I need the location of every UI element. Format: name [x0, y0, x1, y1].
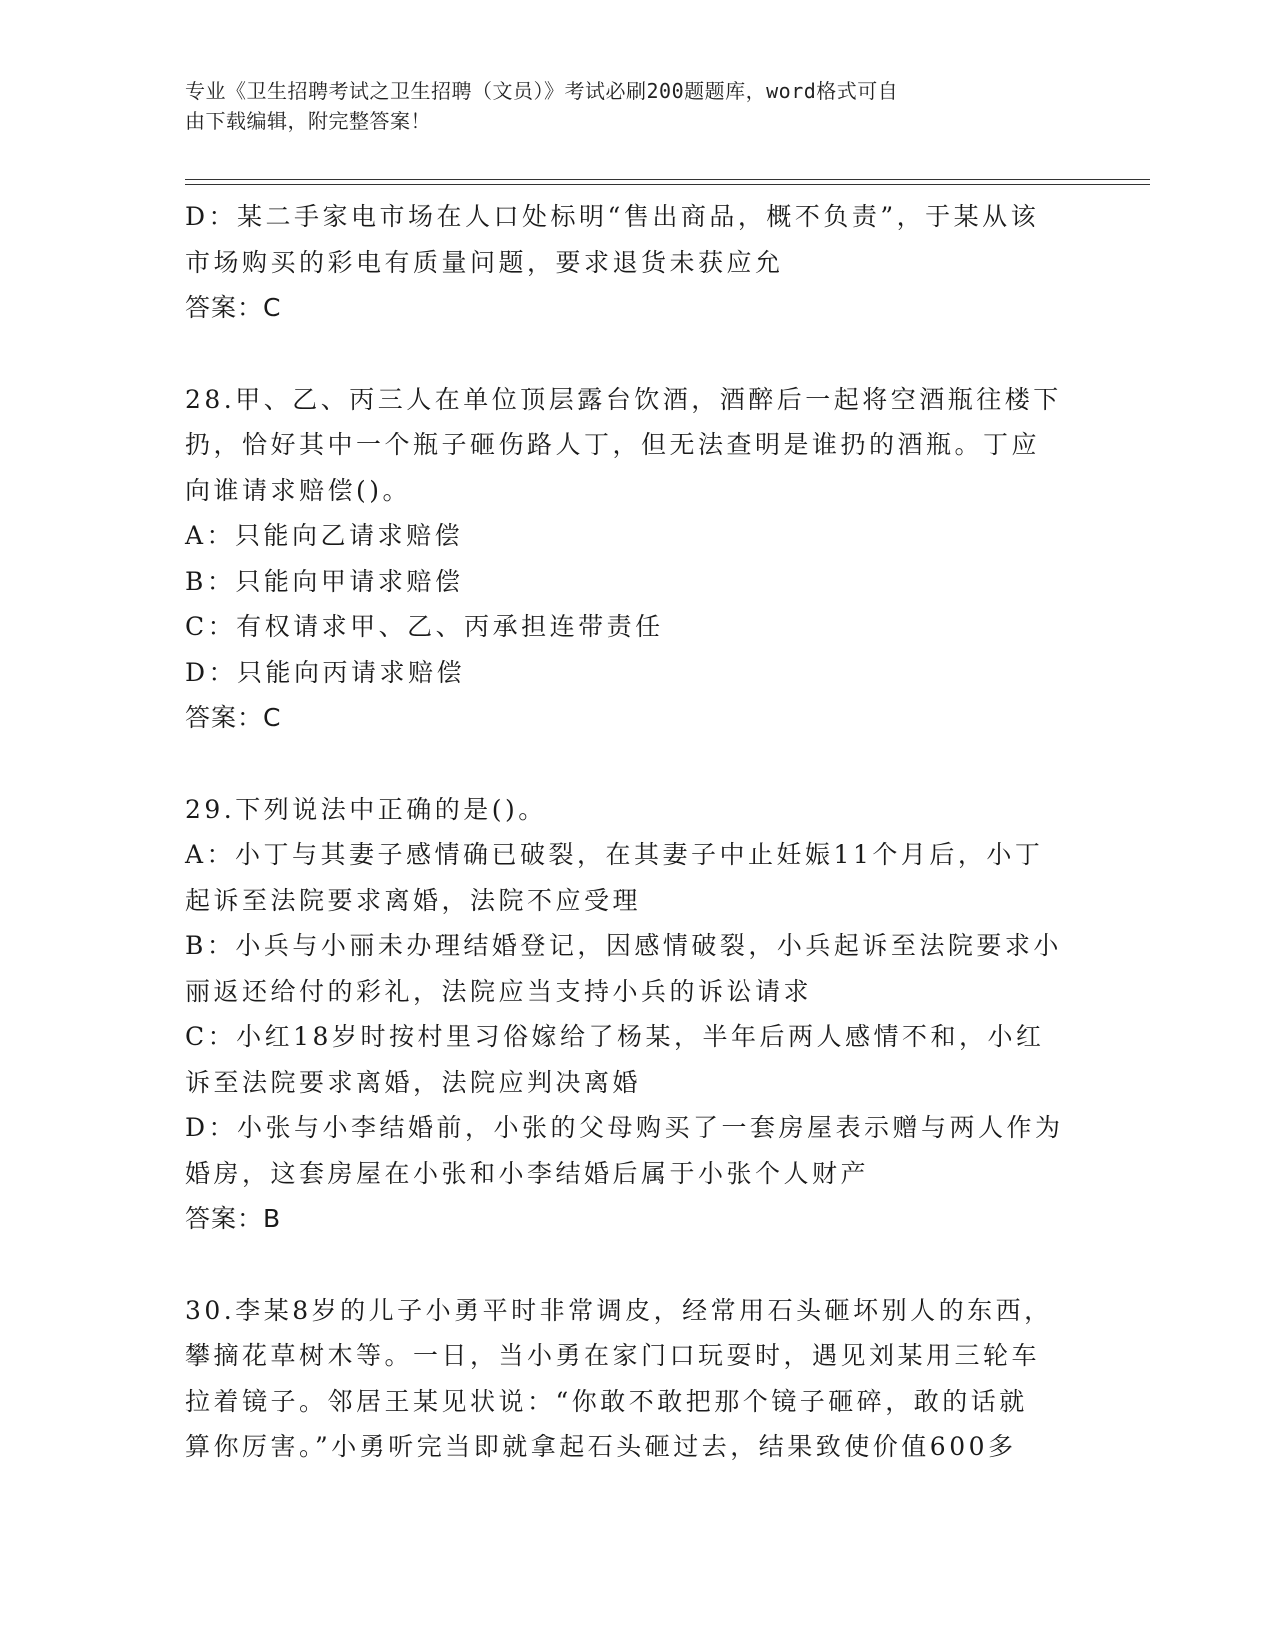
q28-option-b: B：只能向甲请求赔偿 — [185, 566, 464, 596]
q28-stem-line-2: 扔，恰好其中一个瓶子砸伤路人丁，但无法查明是谁扔的酒瓶。丁应 — [185, 430, 1041, 459]
header-divider-top — [185, 179, 1150, 180]
header-line-2: 由下载编辑，附完整答案！ — [185, 109, 431, 133]
question-29 — [185, 787, 1085, 1242]
q28-option-d: D：只能向丙请求赔偿 — [185, 657, 466, 687]
header-line-1: 专业《卫生招聘考试之卫生招聘（文员）》考试必刷200题题库，word格式可自 — [185, 79, 899, 103]
question-spacer — [185, 1242, 1085, 1288]
question-27-tail — [185, 194, 1085, 331]
q29-option-c-line-1: C：小红18岁时按村里习俗嫁给了杨某，半年后两人感情不和，小红 — [185, 1022, 1045, 1051]
question-30 — [185, 1288, 1085, 1470]
q29-option-c-line-2: 诉至法院要求离婚，法院应判决离婚 — [185, 1067, 642, 1097]
q28-stem-line-3: 向谁请求赔偿()。 — [185, 475, 412, 505]
q29-option-d-line-2: 婚房，这套房屋在小张和小李结婚后属于小张个人财产 — [185, 1158, 870, 1188]
q29-option-a-line-2: 起诉至法院要求离婚，法院不应受理 — [185, 885, 642, 915]
question-spacer — [185, 741, 1085, 787]
q29-option-a-line-1: A：小丁与其妻子感情确已破裂，在其妻子中止妊娠11个月后，小丁 — [185, 840, 1044, 869]
document-header — [185, 76, 1065, 136]
q29-option-b-line-1: B：小兵与小丽未办理结婚登记，因感情破裂，小兵起诉至法院要求小 — [185, 931, 1062, 960]
document-body — [185, 194, 1085, 1470]
q30-stem-line-2: 攀摘花草树木等。一日，当小勇在家门口玩耍时，遇见刘某用三轮车 — [185, 1341, 1041, 1370]
q29-option-b-line-2: 丽返还给付的彩礼，法院应当支持小兵的诉讼请求 — [185, 976, 813, 1006]
q29-stem: 29.下列说法中正确的是()。 — [185, 794, 547, 824]
q28-option-a: A：只能向乙请求赔偿 — [185, 521, 464, 550]
question-spacer — [185, 331, 1085, 377]
q28-option-c: C：有权请求甲、乙、丙承担连带责任 — [185, 612, 664, 641]
q30-stem-line-1: 30.李某8岁的儿子小勇平时非常调皮，经常用石头砸坏别人的东西， — [185, 1295, 1053, 1325]
q27-option-d-line-2: 市场购买的彩电有质量问题，要求退货未获应允 — [185, 247, 784, 277]
q28-answer: 答案：C — [185, 703, 282, 732]
q30-stem-line-3: 拉着镜子。邻居王某见状说：“你敢不敢把那个镜子砸碎，敢的话就 — [185, 1386, 1028, 1416]
question-28 — [185, 377, 1085, 741]
q27-answer: 答案：C — [185, 293, 282, 322]
q28-stem-line-1: 28.甲、乙、丙三人在单位顶层露台饮酒，酒醉后一起将空酒瓶往楼下 — [185, 384, 1062, 414]
q29-answer: 答案：B — [185, 1204, 282, 1233]
q27-option-d-line-1: D：某二手家电市场在人口处标明“售出商品，概不负责”，于某从该 — [185, 202, 1040, 231]
q29-option-d-line-1: D：小张与小李结婚前，小张的父母购买了一套房屋表示赠与两人作为 — [185, 1113, 1064, 1142]
q30-stem-line-4: 算你厉害。”小勇听完当即就拿起石头砸过去，结果致使价值600多 — [185, 1432, 1017, 1461]
header-divider-bottom — [185, 184, 1150, 185]
